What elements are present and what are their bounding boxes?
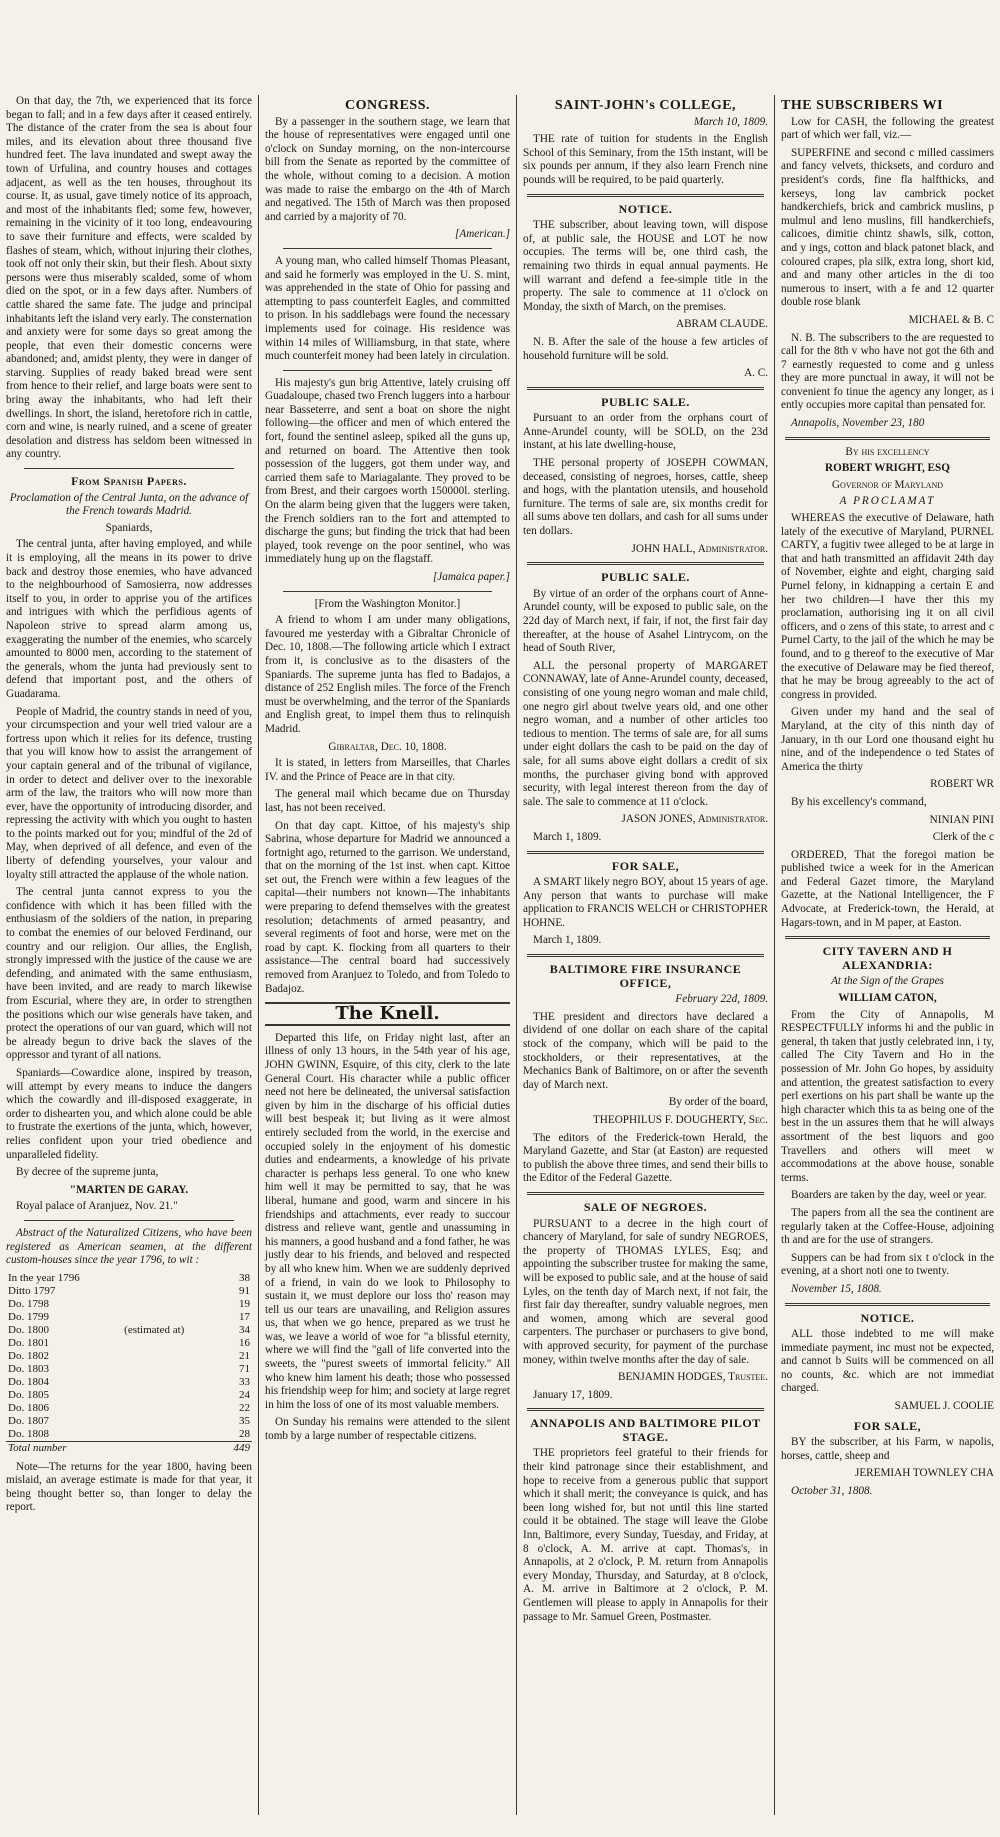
- subscribers-goods: SUPERFINE and second c milled cassimers and fancy velvets, thicksets, and corduro and president's cords, fine fla halfthicks, and kerseys, long lav cambrick pocket handkerchiefs, brick and cambrick muslins, p mulmul and leno muslins, fill handkerchiefs, calicoes, dimitie chintz shawls, silk, cotton, and y ings, cotton and black patonet black, and coloured crapes, pla silk, extra long, short kid, and and many other articles in the di too numerous to insert, with a fe and 12 quarter double rose blank: [781, 146, 994, 309]
- table-cell-note: [122, 1376, 220, 1389]
- signature-michael: MICHAEL & B. C: [908, 313, 994, 326]
- farm-sale: BY the subscriber, at his Farm, w napolis, horses, cattle, sheep and: [781, 1436, 994, 1462]
- governor-title: Governor of Maryland: [831, 478, 944, 491]
- table-cell-note: [122, 1285, 220, 1298]
- table-cell-count: 91: [239, 1284, 250, 1297]
- table-cell-count: 35: [239, 1414, 250, 1427]
- heading-congress: CONGRESS.: [344, 98, 431, 113]
- negro-boy-sale-date: March 1, 1809.: [533, 934, 602, 947]
- divider: [283, 591, 492, 592]
- signature-ninian-pinkney: NINIAN PINI: [929, 813, 994, 826]
- total-label: Total number: [6, 1441, 122, 1455]
- junta-paragraph-1: The central junta, after having employed, and while it is employing, all the means in its power to drive back and destroy those enemies, who have advanced to the neighbourhood of Samosierra, now addresses itself to you, in order to apprise you of the artifices and intrigues with which the perfidious agents of Napoleon strive to spread alarm among us, exaggerating the number of the enemies, who scarcely amounted to 8000 men, according to the statement of the generals, whom the junta had previously sent to defend that important post, and the others of Guadarama.: [6, 538, 252, 700]
- heading-spanish-papers: From Spanish Papers.: [71, 474, 187, 489]
- total-value: 449: [221, 1441, 252, 1455]
- negroes-sale-body: PURSUANT to a decree in the high court of chancery of Maryland, for sale of sundry NEGROES, the property of THOMAS LYLES, Esq; and appointing the subscriber trustee for making the same, will be exposed to public sale, and at the house of said Lyles, on the tenth day of March next, if not fair, the first fair day thereafter, sundry valuable negroes, men and women, among which are several good carpenters. The purchaser or purchasers to give bond, with approved security, for payment of the purchase money, within twelve months after the day of sale.: [523, 1217, 768, 1366]
- table-row: [6, 1376, 252, 1389]
- divider: [527, 1192, 764, 1195]
- table-cell-note: (estimated at): [124, 1323, 185, 1336]
- junta-paragraph-4: Spaniards—Cowardice alone, inspired by treason, will attempt by every means to induce the dangers which the cowardly and ill-disposed exaggerate, in order to dishearten you, and which alone could be able to frustrate the exertions of the junta, which, however, relies confident upon your tried obedience and unparalleled fidelity.: [6, 1066, 252, 1161]
- naturalized-citizens-table: [6, 1272, 252, 1455]
- table-cell-year: In the year 1796: [8, 1271, 80, 1284]
- table-cell-year: Do. 1806: [8, 1401, 49, 1414]
- table-cell-year: Do. 1799: [8, 1310, 49, 1323]
- house-sale-notice: THE subscriber, about leaving town, will dispose of, at public sale, the HOUSE and LOT he now occupies. The terms will be, one third cash, the remaining two thirds in equal annual payments. He will warrant and defend a fee-simple title in the property. The sale to commence at 11 o'clock on Monday, the sixth of March, on the premises.: [523, 219, 768, 313]
- divider: [283, 248, 492, 249]
- gibraltar-intro: A friend to whom I am under many obligations, favoured me yesterday with a Gibraltar Chronicle of Dec. 10, 1808.—The following article which I extract from it, is conclusive as to the disasters of the Spaniards. The supreme junta has fled to Badajos, a distance of 252 English miles. The force of the French must be overwhelming, and the terror of the Spaniards and English great, to impel them thus to relinquish Madrid.: [265, 614, 510, 735]
- heading-sale-of-negroes: SALE OF NEGROES.: [583, 1199, 708, 1214]
- signature-robert-wright: ROBERT WR: [930, 778, 994, 791]
- source-jamaica: [Jamaica paper.]: [432, 571, 510, 583]
- proclamation-title: Proclamation of the Central Junta, on the advance of the French towards Madrid.: [9, 491, 249, 518]
- table-row: [6, 1285, 252, 1298]
- funeral-note: On Sunday his remains were attended to the silent tomb by a large number of respectable citizens.: [265, 1416, 510, 1443]
- subscribers-nb: N. B. The subscribers to the are requested to call for the 8th v who have not got the 6th and 7 earnestly requested to come and g unless they are more punctual in away, it will not be convenient fo tinue the agency any longer, as i ently occupies more capital than pensated for.: [781, 331, 994, 412]
- table-cell-year: Do. 1798: [8, 1297, 49, 1310]
- proclamation-heading: A PROCLAMAT: [839, 495, 936, 508]
- decree-line: By decree of the supreme junta,: [16, 1166, 159, 1179]
- table-cell-year: Do. 1803: [8, 1362, 49, 1375]
- tavern-owner: WILLIAM CATON,: [838, 992, 937, 1005]
- source-american: [American.]: [455, 228, 510, 241]
- heading-public-sale-2: PUBLIC SALE.: [601, 570, 690, 585]
- table-cell-note: [122, 1311, 220, 1324]
- governor-name: ROBERT WRIGHT, ESQ: [825, 462, 950, 475]
- tavern-sign: At the Sign of the Grapes: [831, 975, 944, 988]
- divider: [527, 387, 764, 390]
- table-cell-year: Do. 1800: [8, 1323, 49, 1336]
- heading-the-knell: The Knell.: [265, 1002, 510, 1026]
- table-row: [6, 1324, 252, 1337]
- divider: [527, 562, 764, 565]
- negro-boy-sale: A SMART likely negro BOY, about 15 years of age. Any person that wants to purchase will make application to FRANCIS WELCH or CHRISTOPHER HOHNE.: [523, 876, 768, 929]
- table-cell-year: Do. 1808: [8, 1427, 49, 1440]
- college-tuition: THE rate of tuition for students in the English School of this Seminary, from the 15th instant, will be six pounds per annum, if they also learn French nine pounds will be required, to be paid quarterly.: [523, 133, 768, 186]
- table-row: [6, 1311, 252, 1324]
- gibraltar-dateline: Gibraltar, Dec. 10, 1808.: [328, 740, 447, 753]
- table-cell-note: [122, 1415, 220, 1428]
- table-cell-count: 24: [239, 1388, 250, 1401]
- clerk-line: Clerk of the c: [932, 831, 994, 844]
- table-cell-note: [122, 1298, 220, 1311]
- initials: A. C.: [744, 367, 768, 380]
- heading-pilot-stage: ANNAPOLIS AND BALTIMORE PILOT STAGE.: [530, 1416, 761, 1444]
- debt-notice: ALL those indebted to me will make immediate payment, inc must not be expected, and cannot b Suits will be commenced on all no counts, &c. which are not immediat charged.: [781, 1328, 994, 1395]
- divider: [527, 851, 764, 854]
- table-cell-year: Do. 1804: [8, 1375, 49, 1388]
- subscribers-date: Annapolis, November 23, 180: [791, 417, 925, 430]
- heading-for-sale: FOR SALE,: [611, 858, 680, 873]
- insurance-order: By order of the board,: [668, 1096, 768, 1109]
- signature-john-hall: JOHN HALL, Administrator.: [631, 542, 768, 555]
- public-sale-2-date: March 1, 1809.: [533, 830, 602, 843]
- signature-abram-claude: ABRAM CLAUDE.: [676, 318, 768, 331]
- tavern-body: From the City of Annapolis, M RESPECTFULLY informs hi and the public in general, th taken that justly celebrated inn, i ty, called The City Tavern and Ho in the possession of Mr. John Go hopes, by assiduity and attention, the greatest satisfaction to every perl exertions on his part shall be wante up the high character which this ta as being one of the best in the un assures them that he will always assortment of the best liquors and goo Travellers and others will meet w accommodations at the above house, sonable terms.: [781, 1008, 994, 1184]
- by-command: By his excellency's command,: [791, 795, 927, 808]
- public-sale-1-intro: Pursuant to an order from the orphans court of Anne-Arundel county, will be SOLD, on the 23d instant, at his late dwelling-house,: [523, 412, 768, 452]
- gun-brig-report: His majesty's gun brig Attentive, lately cruising off Guadaloupe, chased two French luggers into a harbour near Basseterre, and sent a boat on shore the night following—the officer and men of which entered the fort, found the sentinel asleep, spiked all the guns up, and returned on board. The Attentive then took possession of the luggers, got them under way, and carried them safe to Mariagalante. They proved to be from Brest, and their cargoes worth 150000l. sterling. On the alarm being given that the luggers were taken, the French soldiers ran to the fort and attempted to discharge the guns; but finding the trick that had been played, took revenge on the poor sentinel, who was immediately hung up on the flagstaff.: [265, 376, 510, 566]
- signature-coolidge: SAMUEL J. COOLIE: [894, 1400, 994, 1413]
- signature-jason-jones: JASON JONES, Administrator.: [621, 813, 768, 826]
- insurance-date: February 22d, 1809.: [675, 993, 768, 1006]
- tavern-boarders: Boarders are taken by the day, weel or year.: [791, 1189, 987, 1202]
- insurance-editors-note: The editors of the Frederick-town Herald, the Maryland Gazette, and Star (at Easton) are requested to publish the above three times, and send their bills to the Editor of the Federal Gazette.: [523, 1131, 768, 1185]
- junta-paragraph-3: The central junta cannot express to you the confidence with which it has been filled with the enthusiasm of the soldiers of the nation, in preparing to combat the enemies of our beloved Ferdinand, our country and our religion. Our allies, the English, strongly impressed with the justice of the cause we are defending, and animated with the same enthusiasm, have been invited, and are ready to march likewise from Escurial, where they are, in order to strengthen the positions which our wise generals have taken, and protect the operations of our van guard, which will not be already begun to drive back the slaves of the oppressor and tyrant of all nations.: [6, 886, 252, 1062]
- table-row: [6, 1389, 252, 1402]
- heading-public-sale-1: PUBLIC SALE.: [601, 394, 690, 409]
- table-cell-note: [122, 1272, 220, 1285]
- table-row: [6, 1415, 252, 1428]
- by-his-excellency: By his excellency: [845, 445, 930, 458]
- table-cell-count: 16: [239, 1336, 250, 1349]
- public-sale-2-body: ALL the personal property of MARGARET CONNAWAY, late of Anne-Arundel county, deceased, consisting of one young negro woman and male child, one negro girl about twelve years old, and one other negro woman, and a number of other articles too tedious to mention. The terms of sale are, for all sums under eight dollars the cash to be paid on the day of sale, for all sums above eight dollars a credit of six months, the purchaser giving bond with approved security, with legal interest thereon from the day of sale. The sale to commence at 11 o'clock.: [523, 659, 768, 808]
- table-cell-count: 33: [239, 1375, 250, 1388]
- divider: [527, 954, 764, 957]
- table-row: [6, 1272, 252, 1285]
- heading-st-johns-college: SAINT-JOHN's COLLEGE,: [554, 98, 737, 113]
- columns: [0, 95, 1000, 1815]
- source-monitor: [From the Washington Monitor.]: [314, 597, 461, 610]
- tavern-papers: The papers from all the sea the continent are regularly taken at the Coffee-House, adjoining th and are for the use of strangers.: [781, 1206, 994, 1247]
- table-row: [6, 1402, 252, 1415]
- college-date: March 10, 1809.: [693, 115, 768, 128]
- public-sale-2-intro: By virtue of an order of the orphans court of Anne-Arundel county, will be exposed to public sale, on the 22d day of March next, if fair, if not, the first fair day thereafter, at the house of Asahel Lintrycom, on the head of South River,: [523, 587, 768, 655]
- table-row: [6, 1298, 252, 1311]
- table-cell-year: Do. 1807: [8, 1414, 49, 1427]
- table-cell-note: [122, 1428, 220, 1442]
- tavern-date: November 15, 1808.: [791, 1282, 882, 1295]
- proclamation-body: WHEREAS the executive of Delaware, hath lately of the executive of Maryland, PURNEL CARTY, a fugitiv twee alleged to be at large in that and hath transmitted an affidavit 24th day of November, eighte and eight, charging said Purnel felony, in kidnapping a certain E and her two children—I have ther this my proclamation, authorising ing it on all civil officers, and o zens of this state, to arrest and c Purnel Carty, to the jail of the which he may be found, and to g thereof to the executive of Mar the executive of Delaware may be fied thereof, that he may be broug agreeably to the act of congress in provided.: [781, 512, 994, 701]
- public-sale-1-body: THE personal property of JOSEPH COWMAN, deceased, consisting of negroes, horses, cattle, sheep and hogs, with the plantation utensils, and household furniture. The terms of sale are, six months credit for all sums above ten dollars, and cash for all sums under ten dollars.: [523, 457, 768, 538]
- obituary: Departed this life, on Friday night last, after an illness of only 13 hours, in the 54th year of his age, JOHN GWINN, Esquire, of this city, clerk to the late General Court. His character while a public officer need not here be delineated, the universal satisfaction given by him in the discharge of his official duties will best bespeak it; but living as it were almost entirely secluded from the world, in the exercise and occupied solely in the enjoyment of his domestic duties and endearments, a knowledge of his private character is perhaps less general. To one who knew him well it may be permitted to say, that he was liberal, humane and good, warm and sincere in his friendships and attachments, ever ready to succour distress and relieve want, gentle and unassuming in his manners, a good husband and a fond father, he was justly dear to his friends, and beloved and respected by all who knew him. When we are suddenly deprived of a friend, in vain do we look to Philosophy to sustain it, we must deplore our loss tho' reason may tell us our tears are unavailing, and Religion assures us, that when we go hence, prepared as we trust he was, we leave a world of woe for "a blissful eternity, where we will find the "gall of life converted into the sweets, the "purest sweets of immortal felicity." All who knew him lament his death; those who possessed his friendship weep for him; and society at large regret in him the loss of one of its most valuable members.: [265, 1031, 510, 1411]
- table-cell-year: Do. 1805: [8, 1388, 49, 1401]
- signer-place: Royal palace of Aranjuez, Nov. 21.": [16, 1200, 178, 1213]
- heading-notice: NOTICE.: [618, 201, 673, 216]
- table-row: [6, 1363, 252, 1376]
- column-3: [516, 95, 774, 1815]
- table-cell-note: [122, 1337, 220, 1350]
- counterfeiter-report: A young man, who called himself Thomas Pleasant, and said he formerly was employed in the U. S. mint, was apprehended in the state of Ohio for passing and attempting to pass counterfeit Eagles, and committed to prison. In his saddlebags were found the necessary implements used for coinage. His residence was within 14 miles of Williamsburg, in that state, where much counterfeit money had been lately in circulation.: [265, 254, 510, 363]
- furniture-note: N. B. After the sale of the house a few articles of household furniture will be sold.: [523, 335, 768, 362]
- gibraltar-paragraph-3: On that day capt. Kittoe, of his majesty's ship Sabrina, whose departure for Madrid we announced a fortnight ago, returned to the garrison. We understand, that on the morning of the 1st inst. when capt. Kittoe set out, the French were within a few leagues of the capital—their numbers not known—The inhabitants were preparing to defend themselves with the greatest resolution; detachments of armed peasantry, and several regiments of foot and horse, were met on the road by capt. K. flocking from all quarters to their assistance—The central board had successively removed from Aranjuez to Toledo, and from Toledo to Badajoz.: [265, 819, 510, 995]
- table-row: [6, 1350, 252, 1363]
- table-cell-count: 38: [239, 1271, 250, 1284]
- heading-subscribers: THE SUBSCRIBERS WI: [781, 98, 944, 113]
- table-cell-year: Ditto 1797: [8, 1284, 56, 1297]
- table-cell-count: 17: [239, 1310, 250, 1323]
- table-cell-note: [122, 1402, 220, 1415]
- table-cell-count: 71: [239, 1362, 250, 1375]
- table-cell-count: 22: [239, 1401, 250, 1414]
- table-row: [6, 1428, 252, 1442]
- table-cell-note: [122, 1350, 220, 1363]
- tavern-suppers: Suppers can be had from six t o'clock in the evening, at a short noti one to twenty.: [781, 1251, 994, 1278]
- table-cell-count: 34: [239, 1323, 250, 1336]
- gibraltar-paragraph-2: The general mail which became due on Thursday last, has not been received.: [265, 788, 510, 814]
- congress-report: By a passenger in the southern stage, we learn that the house of representatives were engaged until one o'clock on Sunday morning, on the non-intercourse bill from the Senate as reported by the committee of the whole, without coming to a decision. A motion was made to raise the embargo on the 4th of March and negatived. The 15th of March was then proposed and carried by a majority of 70.: [265, 115, 510, 223]
- divider: [283, 370, 492, 371]
- abstract-title: Abstract of the Naturalized Citizens, who have been registered as American seamen, at the different custom-houses since the year 1796, to wit :: [6, 1226, 252, 1267]
- gibraltar-paragraph-1: It is stated, in letters from Marseilles, that Charles IV. and the Prince of Peace are in that city.: [265, 757, 510, 783]
- table-row: [6, 1337, 252, 1350]
- table-cell-year: Do. 1801: [8, 1336, 49, 1349]
- table-cell-note: [122, 1363, 220, 1376]
- divider: [527, 194, 764, 197]
- signature-townley: JEREMIAH TOWNLEY CHA: [854, 1467, 994, 1480]
- heading-baltimore-fire-insurance: BALTIMORE FIRE INSURANCE OFFICE,: [549, 962, 742, 990]
- heading-notice-2: NOTICE.: [860, 1310, 915, 1325]
- table-cell-count: 28: [239, 1427, 250, 1440]
- table-cell-count: 19: [239, 1297, 250, 1310]
- ordered-paragraph: ORDERED, That the foregoi mation be published twice a week for in the American and Federal Gazet timore, the Maryland Gazette, at the National Intelligencer, the F Advocate, at Frederick-town, the Herald, at Hagars-town, and in M paper, at Easton.: [781, 848, 994, 929]
- divider: [527, 1408, 764, 1411]
- insurance-dividend: THE president and directors have declared a dividend of one dollar on each share of the capital stock of the company, which will be paid to the stockholders, or their representatives, at the Mechanics Bank of Baltimore, on or after the seventh day of March next.: [523, 1010, 768, 1091]
- signature-benjamin-hodges: BENJAMIN HODGES, Trustee.: [618, 1371, 768, 1384]
- divider: [785, 936, 990, 939]
- table-cell-year: Do. 1802: [8, 1349, 49, 1362]
- signer-name: "MARTEN DE GARAY.: [69, 1183, 189, 1196]
- negroes-sale-date: January 17, 1809.: [533, 1388, 613, 1401]
- heading-for-sale-2: FOR SALE,: [853, 1418, 922, 1433]
- farm-sale-date: October 31, 1808.: [791, 1485, 873, 1498]
- column-2: [258, 95, 516, 1815]
- page-top-margin: [0, 0, 1000, 95]
- table-cell-note: [122, 1389, 220, 1402]
- column-1: [0, 95, 258, 1815]
- divider: [24, 468, 234, 469]
- column-4: [774, 95, 1000, 1815]
- subscribers-intro: Low for CASH, the following the greatest part of which wer fall, viz.—: [781, 115, 994, 142]
- total-row: [6, 1441, 252, 1455]
- pilot-stage-body: THE proprietors feel grateful to their friends for their kind patronage since their establishment, and hope to receive from a generous public that support which it shall merit; the conveyance is quick, and has been long wished for, but not until this line started could it be obtained. The stage will leave the Globe Inn, Baltimore, every Sunday, Tuesday, and Friday, at 8 o'clock, A. M. arrive at capt. Thomas's, in Annapolis, at 2 o'clock, P. M. return from Annapolis every Monday, Thursday, and Saturday, at 8 o'clock, A. M. arrive in Baltimore at 2 o'clock, P. M. Gentlemen will please to apply in Annapolis for their passage to Mr. Samuel Green, Postmaster.: [523, 1447, 768, 1623]
- divider: [785, 1303, 990, 1306]
- divider: [24, 1220, 234, 1221]
- signature-dougherty: THEOPHILUS F. DOUGHERTY, Sec.: [592, 1114, 768, 1126]
- proclamation-given: Given under my hand and the seal of Maryland, at the city of this ninth day of January, in th our Lord one thousand eight hu nine, and of the independence o ted States of America the thirty: [781, 706, 994, 773]
- abstract-note: Note—The returns for the year 1800, having been mislaid, an average estimate is made for that year, it being thought better so, than longer to delay the report.: [6, 1460, 252, 1514]
- divider: [785, 437, 990, 440]
- volcano-report: On that day, the 7th, we experienced that its force began to fall; and in a few days after it ceased entirely. The distance of the crater from the sea is about four miles, and its elevation about three thousand five hundred feet. The lava inundated and swept away the town of Urfulina, and country houses and cottages adjacent, as well as the ten houses, throughout its course. It, as usual, gave timely notice of its approach, and most of the inhabitants fled; some few, however, remaining in the vicinity of it too long, endeavouring to save their furniture and effects, were scalded by flashes of steam, which, without injuring their clothes, took off not only their skin, but their flesh. About sixty persons were thus miserably scalded, some of whom died on the spot, or in a few days after. Numbers of cattle shared the same fate. The judge and principal inhabitants left the island very early. The consternation and anxiety were for some days so great among the people, that even their domestic concerns were abandoned; and, amidst plenty, they were in danger of starving. Supplies of ready baked bread were sent from hence to their relief, and large boats were sent to bring away the inhabitants, who had left their dwellings. In short, the island, heretofore rich in cattle, corn and wine, is nearly ruined, and a scene of greater desolation and distress has seldom been witnessed in any country.: [6, 95, 252, 461]
- salutation: Spaniards,: [105, 521, 153, 534]
- table-cell-count: 21: [239, 1349, 250, 1362]
- heading-city-tavern: CITY TAVERN AND H ALEXANDRIA:: [822, 944, 953, 972]
- junta-paragraph-2: People of Madrid, the country stands in need of you, your circumspection and your well tried valour are a fortress upon which it relies for its defence, trusting that you will know how to assist the arrangement of your captain general and of the tribunal of vigilance, in order to detect and deliver over to the inexorable arm of the law, the traitors who will now more than ever, have the opportunity of introducing disorder, and repressing the activity with which you ought to hasten to the points marked out for you; mindful of the 2d of May, when deprived of all defence, and even of the liberty of defending yourselves, your valour and loyalty still attracted the applause of the whole nation.: [6, 705, 252, 881]
